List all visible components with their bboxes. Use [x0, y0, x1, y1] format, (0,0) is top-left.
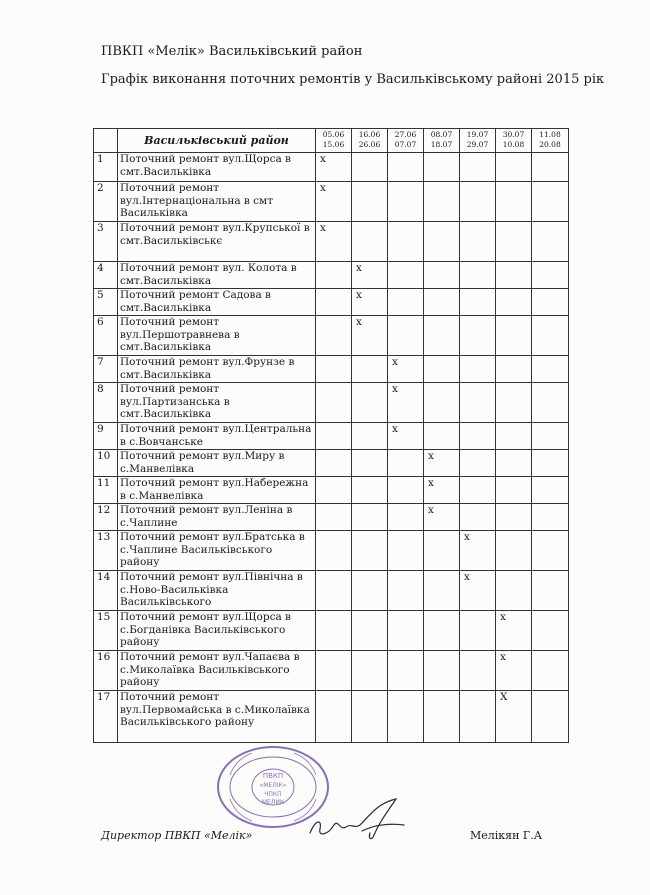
empty-period-cell [424, 611, 460, 651]
empty-period-cell [460, 383, 496, 423]
row-number-cell: 8 [94, 383, 118, 423]
repair-description-cell: Поточний ремонт вул.Щорса в смт.Васильківка [118, 153, 316, 182]
header-period-cell: 30.07 10.08 [496, 129, 532, 153]
empty-period-cell [352, 571, 388, 611]
empty-period-cell [424, 423, 460, 450]
row-number-cell: 11 [94, 477, 118, 504]
svg-text:МЕЛИК: МЕЛИК [261, 799, 285, 806]
empty-period-cell [496, 316, 532, 356]
empty-period-cell [316, 504, 352, 531]
empty-period-cell [388, 450, 424, 477]
scheduled-mark-cell: Х [496, 691, 532, 743]
signer-name: Мелікян Г.А [470, 829, 543, 842]
empty-period-cell [388, 611, 424, 651]
header-period-cell: 11.08 20.08 [532, 129, 569, 153]
scheduled-mark-cell: x [388, 356, 424, 383]
table-row [94, 222, 569, 262]
table-row [94, 356, 569, 383]
repair-description-cell: Поточний ремонт вул.Миру в с.Манвелівка [118, 450, 316, 477]
empty-period-cell [352, 222, 388, 262]
scheduled-mark-cell: x [316, 222, 352, 262]
empty-period-cell [496, 531, 532, 571]
empty-period-cell [388, 316, 424, 356]
repair-description-cell: Поточний ремонт вул.Крупської в смт.Васильківськє [118, 222, 316, 262]
repair-description-cell: Поточний ремонт вул.Первомайська в с.Миколаївка Васильківського району [118, 691, 316, 743]
empty-period-cell [352, 423, 388, 450]
empty-period-cell [424, 383, 460, 423]
empty-period-cell [460, 316, 496, 356]
table-row [94, 182, 569, 222]
empty-period-cell [496, 289, 532, 316]
empty-period-cell [532, 531, 569, 571]
empty-period-cell [532, 477, 569, 504]
empty-period-cell [460, 504, 496, 531]
row-number-cell: 2 [94, 182, 118, 222]
table-row [94, 571, 569, 611]
empty-period-cell [316, 691, 352, 743]
row-number-cell: 6 [94, 316, 118, 356]
empty-period-cell [316, 262, 352, 289]
scheduled-mark-cell: x [424, 450, 460, 477]
scheduled-mark-cell: x [352, 289, 388, 316]
empty-period-cell [532, 182, 569, 222]
empty-period-cell [388, 262, 424, 289]
scheduled-mark-cell: x [496, 611, 532, 651]
header-region-cell: Васильківський район [118, 129, 316, 153]
empty-period-cell [424, 356, 460, 383]
scheduled-mark-cell: x [352, 316, 388, 356]
empty-period-cell [316, 611, 352, 651]
empty-period-cell [352, 611, 388, 651]
empty-period-cell [316, 450, 352, 477]
empty-period-cell [316, 383, 352, 423]
table-row [94, 316, 569, 356]
repair-description-cell: Поточний ремонт вул.Щорса в с.Богданівка Васильківського району [118, 611, 316, 651]
empty-period-cell [460, 153, 496, 182]
empty-period-cell [496, 222, 532, 262]
empty-period-cell [316, 531, 352, 571]
scheduled-mark-cell: x [352, 262, 388, 289]
empty-period-cell [316, 356, 352, 383]
empty-period-cell [424, 531, 460, 571]
empty-period-cell [352, 504, 388, 531]
repair-description-cell: Поточний ремонт вул.Набережна в с.Манвелівка [118, 477, 316, 504]
table-row [94, 611, 569, 651]
empty-period-cell [316, 651, 352, 691]
repair-description-cell: Поточний ремонт вул. Колота в смт.Васильківка [118, 262, 316, 289]
table-row [94, 262, 569, 289]
empty-period-cell [460, 611, 496, 651]
empty-period-cell [532, 691, 569, 743]
empty-period-cell [424, 222, 460, 262]
empty-period-cell [532, 450, 569, 477]
empty-period-cell [532, 153, 569, 182]
repair-description-cell: Поточний ремонт вул.Чапаєва в с.Миколаївка Васильківського району [118, 651, 316, 691]
empty-period-cell [496, 356, 532, 383]
empty-period-cell [424, 289, 460, 316]
scheduled-mark-cell: x [496, 651, 532, 691]
empty-period-cell [532, 316, 569, 356]
empty-period-cell [460, 691, 496, 743]
empty-period-cell [352, 153, 388, 182]
empty-period-cell [532, 571, 569, 611]
row-number-cell: 7 [94, 356, 118, 383]
empty-period-cell [496, 153, 532, 182]
empty-period-cell [460, 477, 496, 504]
empty-period-cell [460, 289, 496, 316]
header-period-cell: 08.07 18.07 [424, 129, 460, 153]
empty-period-cell [424, 262, 460, 289]
row-number-cell: 9 [94, 423, 118, 450]
repair-description-cell: Поточний ремонт вул.Першотравнева в смт.Васильківка [118, 316, 316, 356]
table-row [94, 450, 569, 477]
empty-period-cell [388, 571, 424, 611]
empty-period-cell [496, 477, 532, 504]
svg-text:ЧПКП: ЧПКП [264, 791, 282, 798]
empty-period-cell [424, 571, 460, 611]
empty-period-cell [388, 691, 424, 743]
scheduled-mark-cell: x [388, 383, 424, 423]
scheduled-mark-cell: x [316, 182, 352, 222]
empty-period-cell [388, 182, 424, 222]
repair-description-cell: Поточний ремонт вул.Братська в с.Чаплине Васильківського району [118, 531, 316, 571]
table-row [94, 651, 569, 691]
header-period-cell: 05.06 15.06 [316, 129, 352, 153]
empty-period-cell [352, 356, 388, 383]
row-number-cell: 14 [94, 571, 118, 611]
empty-period-cell [388, 477, 424, 504]
empty-period-cell [388, 651, 424, 691]
repair-description-cell: Поточний ремонт Садова в смт.Васильківка [118, 289, 316, 316]
empty-period-cell [460, 222, 496, 262]
empty-period-cell [496, 262, 532, 289]
empty-period-cell [316, 316, 352, 356]
svg-text:«МЕЛІК»: «МЕЛІК» [259, 782, 287, 789]
scheduled-mark-cell: x [424, 477, 460, 504]
empty-period-cell [316, 289, 352, 316]
table-row [94, 504, 569, 531]
empty-period-cell [424, 182, 460, 222]
table-row [94, 289, 569, 316]
table-row [94, 383, 569, 423]
empty-period-cell [532, 222, 569, 262]
empty-period-cell [388, 504, 424, 531]
repair-schedule-table [93, 128, 569, 743]
repair-description-cell: Поточний ремонт вул.Північна в с.Ново-Васильківка Васильківського [118, 571, 316, 611]
empty-period-cell [460, 356, 496, 383]
scheduled-mark-cell: x [460, 571, 496, 611]
empty-period-cell [352, 531, 388, 571]
row-number-cell: 13 [94, 531, 118, 571]
empty-period-cell [532, 262, 569, 289]
empty-period-cell [496, 423, 532, 450]
empty-period-cell [424, 316, 460, 356]
empty-period-cell [388, 153, 424, 182]
row-number-cell: 5 [94, 289, 118, 316]
row-number-cell: 10 [94, 450, 118, 477]
empty-period-cell [532, 289, 569, 316]
empty-period-cell [532, 504, 569, 531]
empty-period-cell [460, 651, 496, 691]
repair-description-cell: Поточний ремонт вул.Фрунзе в смт.Васильківка [118, 356, 316, 383]
empty-period-cell [532, 651, 569, 691]
svg-text:ПВКП: ПВКП [262, 772, 284, 780]
table-body [94, 153, 569, 743]
empty-period-cell [496, 182, 532, 222]
empty-period-cell [496, 504, 532, 531]
header-number-cell [94, 129, 118, 153]
table-row [94, 423, 569, 450]
row-number-cell: 1 [94, 153, 118, 182]
row-number-cell: 12 [94, 504, 118, 531]
header-period-cell: 19.07 29.07 [460, 129, 496, 153]
empty-period-cell [496, 450, 532, 477]
empty-period-cell [316, 477, 352, 504]
repair-description-cell: Поточний ремонт вул.Партизанська в смт.Васильківка [118, 383, 316, 423]
empty-period-cell [352, 477, 388, 504]
empty-period-cell [424, 153, 460, 182]
empty-period-cell [460, 450, 496, 477]
row-number-cell: 16 [94, 651, 118, 691]
row-number-cell: 4 [94, 262, 118, 289]
table-row [94, 531, 569, 571]
table-row [94, 691, 569, 743]
repair-description-cell: Поточний ремонт вул.Інтернаціональна в смт Васильківка [118, 182, 316, 222]
empty-period-cell [532, 383, 569, 423]
empty-period-cell [352, 651, 388, 691]
empty-period-cell [460, 423, 496, 450]
empty-period-cell [352, 691, 388, 743]
scheduled-mark-cell: x [460, 531, 496, 571]
empty-period-cell [532, 356, 569, 383]
empty-period-cell [388, 531, 424, 571]
empty-period-cell [388, 289, 424, 316]
empty-period-cell [532, 611, 569, 651]
empty-period-cell [532, 423, 569, 450]
row-number-cell: 15 [94, 611, 118, 651]
director-label: Директор ПВКП «Мелік» [101, 829, 253, 842]
table-header-row [94, 129, 569, 153]
empty-period-cell [424, 651, 460, 691]
director-signature [300, 795, 415, 845]
table-row [94, 477, 569, 504]
empty-period-cell [424, 691, 460, 743]
organization-title: ПВКП «Мелік» Васильківський район [101, 44, 363, 59]
empty-period-cell [496, 571, 532, 611]
repair-description-cell: Поточний ремонт вул.Центральна в с.Вовчанське [118, 423, 316, 450]
repair-description-cell: Поточний ремонт вул.Леніна в с.Чаплине [118, 504, 316, 531]
row-number-cell: 17 [94, 691, 118, 743]
empty-period-cell [352, 182, 388, 222]
empty-period-cell [496, 383, 532, 423]
scheduled-mark-cell: x [316, 153, 352, 182]
empty-period-cell [352, 450, 388, 477]
empty-period-cell [316, 571, 352, 611]
row-number-cell: 3 [94, 222, 118, 262]
table-row [94, 153, 569, 182]
empty-period-cell [316, 423, 352, 450]
scheduled-mark-cell: x [424, 504, 460, 531]
document-subtitle: Графік виконання поточних ремонтів у Васильківському районі 2015 рік [101, 72, 605, 87]
header-period-cell: 27.06 07.07 [388, 129, 424, 153]
scheduled-mark-cell: x [388, 423, 424, 450]
empty-period-cell [352, 383, 388, 423]
empty-period-cell [460, 262, 496, 289]
empty-period-cell [460, 182, 496, 222]
header-period-cell: 16.06 26.06 [352, 129, 388, 153]
empty-period-cell [388, 222, 424, 262]
